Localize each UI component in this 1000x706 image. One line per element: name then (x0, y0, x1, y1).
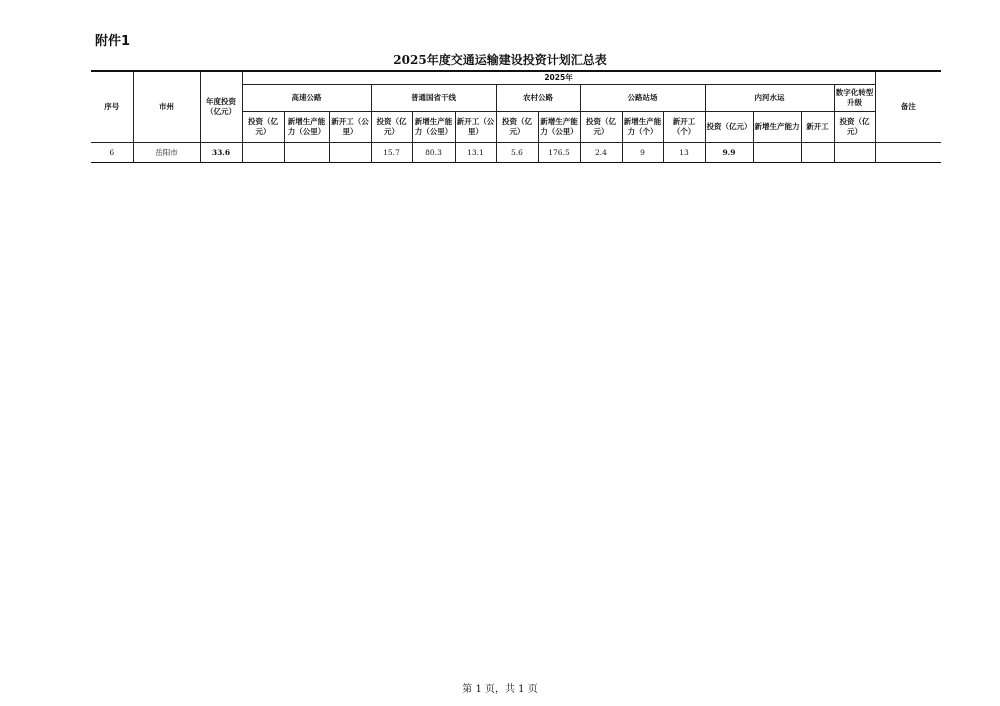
investment-table (91, 70, 941, 163)
table-row (91, 143, 941, 163)
page-footer: 第 1 页，共 1 页 (462, 684, 538, 695)
sub-header-water-new: 新开工 (801, 112, 834, 143)
group-rural-roads: 农村公路 (496, 85, 580, 112)
cell-station-invest: 2.4 (580, 143, 622, 163)
sub-header-trunk-new: 新开工（公里） (455, 112, 496, 143)
sub-header-station-invest: 投资（亿元） (580, 112, 622, 143)
sub-header-station-capacity: 新增生产能力（个） (622, 112, 663, 143)
cell-water-capacity (753, 143, 801, 163)
cell-water-new (801, 143, 834, 163)
cell-station-new: 13 (663, 143, 705, 163)
sub-header-exp-capacity: 新增生产能力（公里） (284, 112, 329, 143)
sub-header-exp-invest: 投资（亿元） (242, 112, 284, 143)
cell-exp-invest (242, 143, 284, 163)
attachment-label: 附件1 (95, 34, 131, 49)
group-trunk-roads: 普通国省干线 (371, 85, 496, 112)
group-inland-waterway: 内河水运 (705, 85, 834, 112)
cell-digital-invest (834, 143, 875, 163)
cell-rural-capacity: 176.5 (538, 143, 580, 163)
sub-header-water-capacity: 新增生产能力 (753, 112, 801, 143)
sub-header-trunk-invest: 投资（亿元） (371, 112, 412, 143)
cell-seq: 6 (91, 143, 133, 163)
cell-city: 岳阳市 (133, 143, 200, 163)
cell-remarks (875, 143, 941, 163)
group-expressway: 高速公路 (242, 85, 371, 112)
cell-exp-capacity (284, 143, 329, 163)
group-digital-upgrade: 数字化转型升级 (834, 85, 875, 112)
header-city: 市州 (133, 71, 200, 143)
sub-header-water-invest: 投资（亿元） (705, 112, 753, 143)
cell-trunk-new: 13.1 (455, 143, 496, 163)
cell-trunk-capacity: 80.3 (412, 143, 455, 163)
group-road-stations: 公路站场 (580, 85, 705, 112)
header-annual-investment: 年度投资（亿元） (200, 71, 242, 143)
header-year: 2025年 (242, 71, 875, 85)
cell-rural-invest: 5.6 (496, 143, 538, 163)
header-remarks: 备注 (875, 71, 941, 143)
cell-annual-investment: 33.6 (200, 143, 242, 163)
cell-station-capacity: 9 (622, 143, 663, 163)
cell-exp-new (329, 143, 371, 163)
sub-header-rural-capacity: 新增生产能力（公里） (538, 112, 580, 143)
cell-water-invest: 9.9 (705, 143, 753, 163)
sub-header-station-new: 新开工（个） (663, 112, 705, 143)
page-title: 2025年度交通运输建设投资计划汇总表 (393, 53, 607, 67)
sub-header-digital-invest: 投资（亿元） (834, 112, 875, 143)
header-seq: 序号 (91, 71, 133, 143)
sub-header-trunk-capacity: 新增生产能力（公里） (412, 112, 455, 143)
sub-header-exp-new: 新开工（公里） (329, 112, 371, 143)
sub-header-rural-invest: 投资（亿元） (496, 112, 538, 143)
cell-trunk-invest: 15.7 (371, 143, 412, 163)
